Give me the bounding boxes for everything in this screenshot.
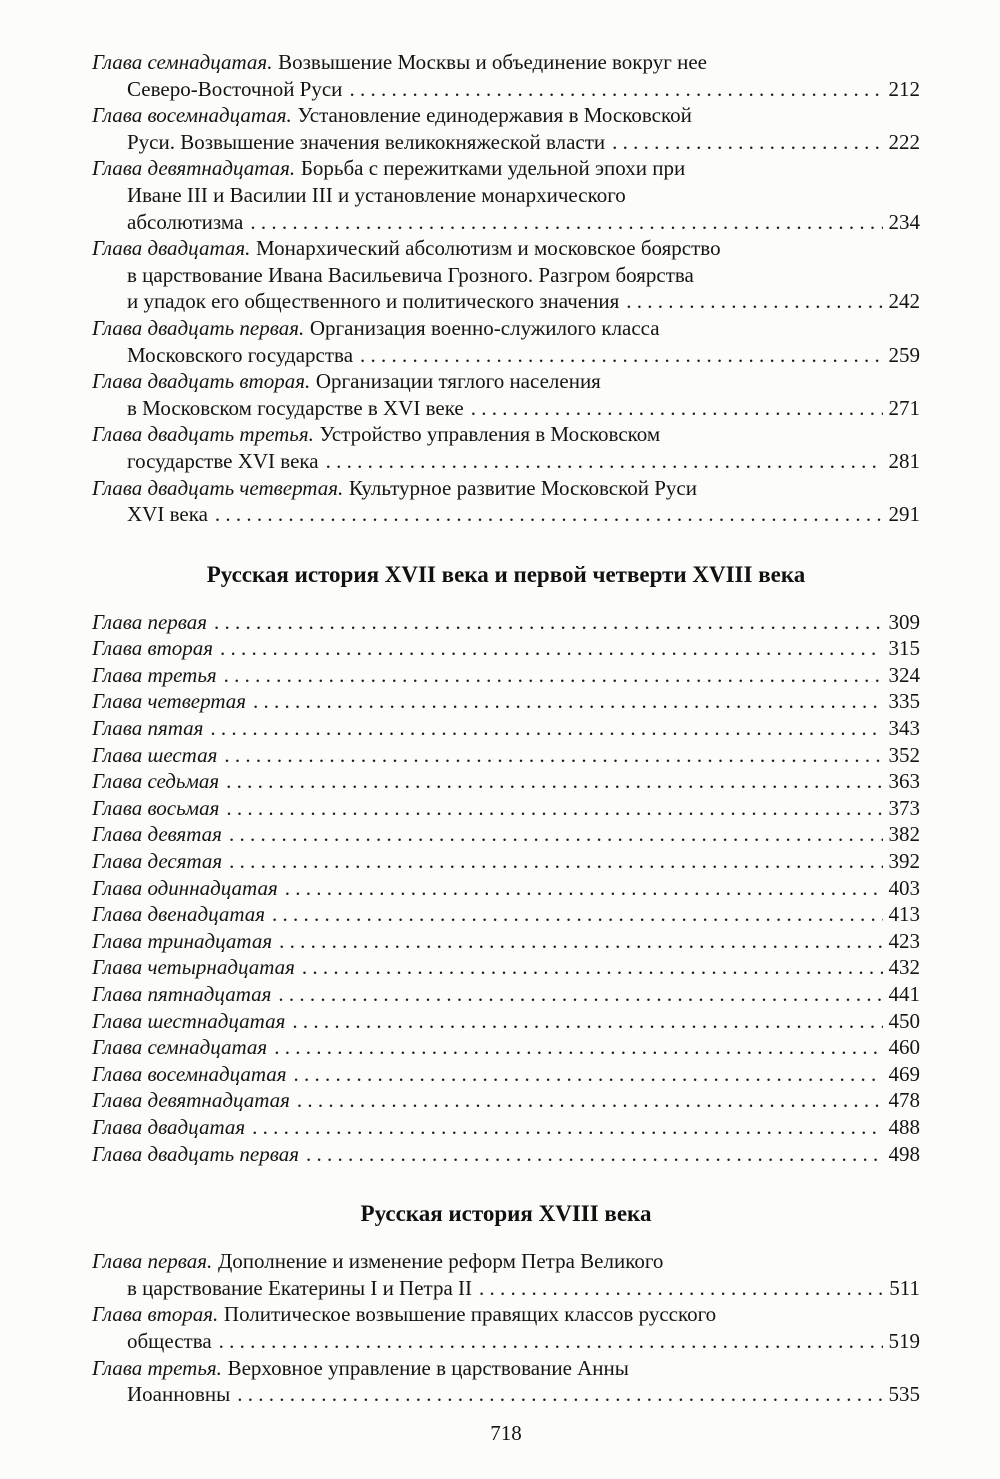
toc-page-number: 441 [888, 982, 920, 1006]
chapter-label: Глава девятнадцатая. [92, 156, 296, 181]
toc-entry [92, 609, 920, 636]
chapter-title-text: Иоанновны [127, 1382, 231, 1407]
toc-entry [92, 981, 920, 1008]
chapter-title-text: Руси. Возвышение значения великокняжеской власти [127, 129, 606, 154]
toc-entry [92, 1301, 920, 1354]
chapter-title-text: Организация военно-служилого класса [309, 315, 660, 340]
dot-leader [274, 1034, 882, 1061]
toc-page-number: 352 [888, 742, 920, 767]
toc-line [92, 875, 920, 902]
chapter-label: Глава девятнадцатая [92, 1088, 290, 1113]
toc-entry [92, 315, 920, 368]
toc-entry [92, 1087, 920, 1114]
toc-entry [92, 954, 920, 981]
dot-leader [349, 76, 882, 103]
chapter-label: Глава десятая [92, 849, 223, 874]
toc-page-number: 222 [888, 129, 920, 154]
dot-leader [220, 635, 882, 662]
chapter-label: Глава первая [92, 609, 208, 634]
toc-entry [92, 928, 920, 955]
toc-line [92, 954, 920, 981]
toc-entry [92, 901, 920, 928]
toc-line [92, 421, 920, 448]
toc-line [92, 262, 920, 289]
toc-page-number: 519 [888, 1328, 920, 1353]
toc-page-number: 315 [888, 636, 920, 661]
dot-leader [224, 742, 882, 769]
toc-entry [92, 1141, 920, 1168]
dot-leader [471, 395, 883, 422]
chapter-label: Глава семнадцатая [92, 1035, 268, 1060]
dot-leader [252, 1114, 882, 1141]
chapter-title-text: Культурное развитие Московской Руси [348, 475, 697, 500]
dot-leader [215, 501, 883, 528]
toc-line [92, 1328, 920, 1355]
chapter-title-text: XVI века [127, 502, 208, 527]
chapter-label: Глава двадцатая. [92, 236, 251, 261]
dot-leader [360, 342, 882, 369]
chapter-label: Глава третья [92, 662, 217, 687]
toc-entry [92, 421, 920, 474]
chapter-label: Глава двадцать первая. [92, 315, 305, 340]
dot-leader [210, 715, 882, 742]
toc-line [92, 635, 920, 662]
toc-page-number: 309 [888, 609, 920, 634]
toc-page-number: 460 [888, 1035, 920, 1060]
dot-leader [229, 821, 883, 848]
dot-leader [292, 1008, 882, 1035]
toc-page-number: 478 [888, 1088, 920, 1113]
toc-line [92, 182, 920, 209]
toc-page-number: 498 [888, 1141, 920, 1166]
dot-leader [326, 448, 883, 475]
toc-line [92, 795, 920, 822]
toc-entry [92, 795, 920, 822]
dot-leader [612, 129, 882, 156]
toc-entry [92, 635, 920, 662]
chapter-label: Глава двадцать четвертая. [92, 475, 344, 500]
toc-entry-list [92, 49, 920, 528]
toc-page-number: 469 [888, 1061, 920, 1086]
toc-line [92, 1275, 920, 1302]
toc-line [92, 209, 920, 236]
toc-line [92, 1061, 920, 1088]
toc-line [92, 129, 920, 156]
chapter-label: Глава третья. [92, 1355, 222, 1380]
chapter-title-text: Установление единодержавия в Московской [297, 103, 692, 128]
chapter-title-text: абсолютизма [127, 209, 244, 234]
toc-page-number: 413 [888, 902, 920, 927]
toc-entry [92, 102, 920, 155]
toc-page-number: 535 [888, 1382, 920, 1407]
chapter-title-text: Московского государства [127, 342, 354, 367]
dot-leader [226, 768, 882, 795]
toc-line [92, 448, 920, 475]
chapter-title-text: и упадок его общественного и политического значения [127, 289, 620, 314]
chapter-label: Глава двадцать первая [92, 1141, 299, 1166]
dot-leader [285, 875, 883, 902]
toc-line [92, 901, 920, 928]
toc-page-number: 363 [888, 769, 920, 794]
chapter-title-text: государстве XVI века [127, 448, 319, 473]
dot-leader [237, 1381, 882, 1408]
toc-page-number: 511 [889, 1275, 920, 1300]
toc-line [92, 821, 920, 848]
toc-entry [92, 1248, 920, 1301]
toc-entry [92, 155, 920, 235]
toc-entry [92, 662, 920, 689]
dot-leader [302, 954, 883, 981]
chapter-title-text: Возвышение Москвы и объединение вокруг нее [278, 50, 707, 74]
toc-line [92, 1301, 920, 1328]
toc-line [92, 928, 920, 955]
toc-entry [92, 368, 920, 421]
chapter-label: Глава восьмая [92, 795, 220, 820]
page-number: 718 [490, 1420, 522, 1445]
chapter-title-text: Организации тяглого населения [315, 369, 601, 394]
toc-page-number: 324 [888, 662, 920, 687]
toc-line [92, 102, 920, 129]
chapter-title-text: в царствование Ивана Васильевича Грозного. Разгром боярства [127, 262, 694, 287]
dot-leader [224, 662, 883, 689]
toc-line [92, 235, 920, 262]
toc-entry [92, 875, 920, 902]
toc-line [92, 395, 920, 422]
toc-line [92, 1034, 920, 1061]
chapter-title-text: Дополнение и изменение реформ Петра Великого [217, 1249, 664, 1274]
toc-entry [92, 475, 920, 528]
toc-line [92, 768, 920, 795]
toc-line [92, 288, 920, 315]
chapter-title-text: Политическое возвышение правящих классов русского [223, 1302, 717, 1327]
chapter-label: Глава семнадцатая. [92, 50, 273, 74]
dot-leader [294, 1061, 883, 1088]
toc-entry [92, 768, 920, 795]
toc-line [92, 342, 920, 369]
toc-entry [92, 1355, 920, 1408]
chapter-label: Глава шестнадцатая [92, 1008, 286, 1033]
toc-page-number: 291 [888, 502, 920, 527]
chapter-label: Глава первая. [92, 1249, 213, 1274]
chapter-label: Глава двадцатая [92, 1114, 246, 1139]
dot-leader [219, 1328, 883, 1355]
chapter-title-text: в царствование Екатерины I и Петра II [127, 1275, 473, 1300]
toc-page-number: 343 [888, 716, 920, 741]
toc-entry [92, 1061, 920, 1088]
toc-page-number: 281 [888, 448, 920, 473]
toc-line [92, 662, 920, 689]
dot-leader [297, 1087, 883, 1114]
toc-line [92, 475, 920, 502]
toc-entry [92, 821, 920, 848]
chapter-title-text: Борьба с пережитками удельной эпохи при [300, 156, 686, 181]
toc-page-number: 488 [888, 1114, 920, 1139]
chapter-label: Глава девятая [92, 822, 222, 847]
toc-page-number: 259 [888, 342, 920, 367]
dot-leader [229, 848, 882, 875]
dot-leader [278, 981, 882, 1008]
toc-entry [92, 49, 920, 102]
toc-page-number: 450 [888, 1008, 920, 1033]
toc-line [92, 981, 920, 1008]
dot-leader [253, 688, 882, 715]
toc-line [92, 1355, 920, 1382]
chapter-label: Глава пятнадцатая [92, 982, 272, 1006]
chapter-label: Глава вторая [92, 636, 214, 661]
toc-line [92, 688, 920, 715]
toc-entry [92, 1114, 920, 1141]
dot-leader [479, 1275, 883, 1302]
chapter-label: Глава шестая [92, 742, 218, 767]
toc-line [92, 1087, 920, 1114]
toc-line [92, 155, 920, 182]
chapter-title-text: Монархический абсолютизм и московское боярство [256, 236, 721, 261]
section-heading: Русская история XVII века и первой четверти XVIII века [206, 561, 806, 587]
chapter-title-text: в Московском государстве в XVI веке [127, 395, 464, 420]
toc-page-number: 242 [888, 289, 920, 314]
toc-line [92, 76, 920, 103]
toc-page-number: 403 [888, 875, 920, 900]
chapter-label: Глава четырнадцатая [92, 955, 295, 980]
toc-line [92, 609, 920, 636]
toc-entry-list [92, 1248, 920, 1408]
section-heading: Русская история XVIII века [360, 1201, 652, 1227]
toc-page-number: 234 [888, 209, 920, 234]
toc-page-number: 271 [888, 395, 920, 420]
chapter-title-text: Северо-Восточной Руси [127, 76, 343, 101]
toc-line [92, 1248, 920, 1275]
toc-entry-list [92, 609, 920, 1167]
chapter-title-text: Верховное управление в царствование Анны [227, 1355, 629, 1380]
chapter-title-text: общества [127, 1328, 212, 1353]
toc-line [92, 1114, 920, 1141]
toc-entry [92, 742, 920, 769]
toc-entry [92, 1034, 920, 1061]
toc-entry [92, 715, 920, 742]
dot-leader [250, 209, 882, 236]
toc-line [92, 715, 920, 742]
toc-page-number: 423 [888, 928, 920, 953]
toc-page-number: 335 [888, 689, 920, 714]
toc-line [92, 742, 920, 769]
chapter-label: Глава пятая [92, 716, 204, 741]
chapter-label: Глава тринадцатая [92, 928, 273, 953]
toc-page-number: 212 [888, 76, 920, 101]
toc-entry [92, 688, 920, 715]
chapter-title-text: Иване III и Василии III и установление монархического [127, 182, 626, 207]
dot-leader [272, 901, 882, 928]
chapter-label: Глава вторая. [92, 1302, 219, 1327]
chapter-label: Глава четвертая [92, 689, 247, 714]
dot-leader [279, 928, 882, 955]
dot-leader [306, 1141, 883, 1168]
toc-line [92, 1141, 920, 1168]
chapter-label: Глава восемнадцатая [92, 1061, 287, 1086]
chapter-label: Глава восемнадцатая. [92, 103, 292, 128]
toc-entry [92, 1008, 920, 1035]
chapter-label: Глава двадцать вторая. [92, 369, 311, 394]
toc-entry [92, 848, 920, 875]
toc-line [92, 315, 920, 342]
toc-page-number: 373 [888, 795, 920, 820]
toc-line [92, 848, 920, 875]
toc-line [92, 368, 920, 395]
chapter-label: Глава двенадцатая [92, 902, 266, 927]
toc-line [92, 1381, 920, 1408]
toc-line [92, 49, 920, 76]
chapter-label: Глава двадцать третья. [92, 422, 314, 447]
dot-leader [226, 795, 882, 822]
toc-page-number: 382 [888, 822, 920, 847]
toc-line [92, 1008, 920, 1035]
dot-leader [214, 609, 882, 636]
toc-page-number: 432 [888, 955, 920, 980]
table-of-contents [92, 49, 920, 1408]
chapter-title-text: Устройство управления в Московском [319, 422, 661, 447]
chapter-label: Глава одиннадцатая [92, 875, 278, 900]
toc-line [92, 501, 920, 528]
chapter-label: Глава седьмая [92, 769, 220, 794]
dot-leader [626, 288, 882, 315]
toc-entry [92, 235, 920, 315]
toc-page-number: 392 [888, 849, 920, 874]
